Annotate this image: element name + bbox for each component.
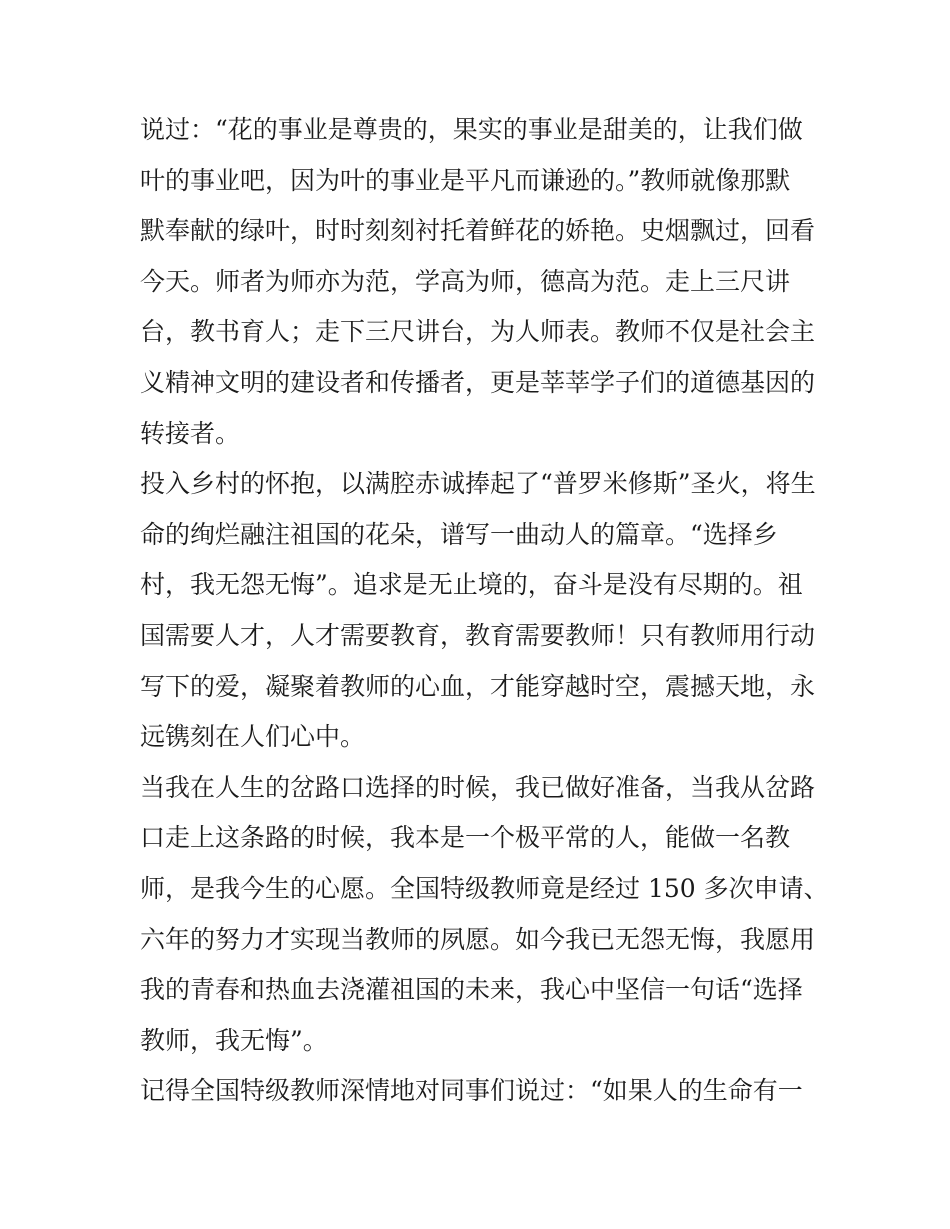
text-line: 台，教书育人；走下三尺讲台，为人师表。教师不仅是社会主: [140, 317, 816, 347]
text-line: 我的青春和热血去浇灌祖国的未来，我心中坚信一句话“选择: [140, 975, 803, 1005]
paragraph-1: [140, 105, 820, 459]
text-line: 教师，我无悔”。: [140, 1025, 328, 1055]
text-line: 当我在人生的岔路口选择的时候，我已做好准备，当我从岔路: [140, 772, 816, 802]
paragraph-3: [140, 763, 829, 1067]
text-line: 国需要人才，人才需要教育，教育需要教师！只有教师用行动: [140, 620, 816, 650]
paragraph-4: [140, 1066, 820, 1117]
text-line: 转接者。: [140, 418, 241, 448]
text-line: 叶的事业吧，因为叶的事业是平凡而谦逊的。”教师就像那默: [140, 165, 791, 195]
text-line: 命的绚烂融注祖国的花朵，谱写一曲动人的篇章。“选择乡: [140, 519, 778, 549]
text-line: 六年的努力才实现当教师的夙愿。如今我已无怨无悔，我愿用: [140, 924, 816, 954]
text-line: 记得全国特级教师深情地对同事们说过：“如果人的生命有一: [140, 1076, 803, 1106]
text-line: 远镌刻在人们心中。: [140, 722, 366, 752]
text-line: 口走上这条路的时候，我本是一个极平常的人，能做一名教: [140, 823, 791, 853]
text-line: 今天。师者为师亦为范，学高为师，德高为范。走上三尺讲: [140, 266, 791, 296]
text-line: 说过：“花的事业是尊贵的，果实的事业是甜美的，让我们做: [140, 115, 803, 144]
text-line: 师，是我今生的心愿。全国特级教师竟是经过 150 多次申请、: [140, 873, 829, 903]
text-line: 义精神文明的建设者和传播者，更是莘莘学子们的道德基因的: [140, 367, 816, 397]
text-line: 写下的爱，凝聚着教师的心血，才能穿越时空，震撼天地，永: [140, 671, 816, 701]
text-line: 村，我无怨无悔”。追求是无止境的，奋斗是没有尽期的。祖: [140, 570, 803, 600]
body-text: [140, 105, 829, 1117]
paragraph-2: [140, 459, 820, 763]
text-line: 投入乡村的怀抱，以满腔赤诚捧起了“普罗米修斯”圣火，将生: [140, 469, 816, 499]
text-line: 默奉献的绿叶，时时刻刻衬托着鲜花的娇艳。史烟飘过，回看: [140, 216, 816, 246]
